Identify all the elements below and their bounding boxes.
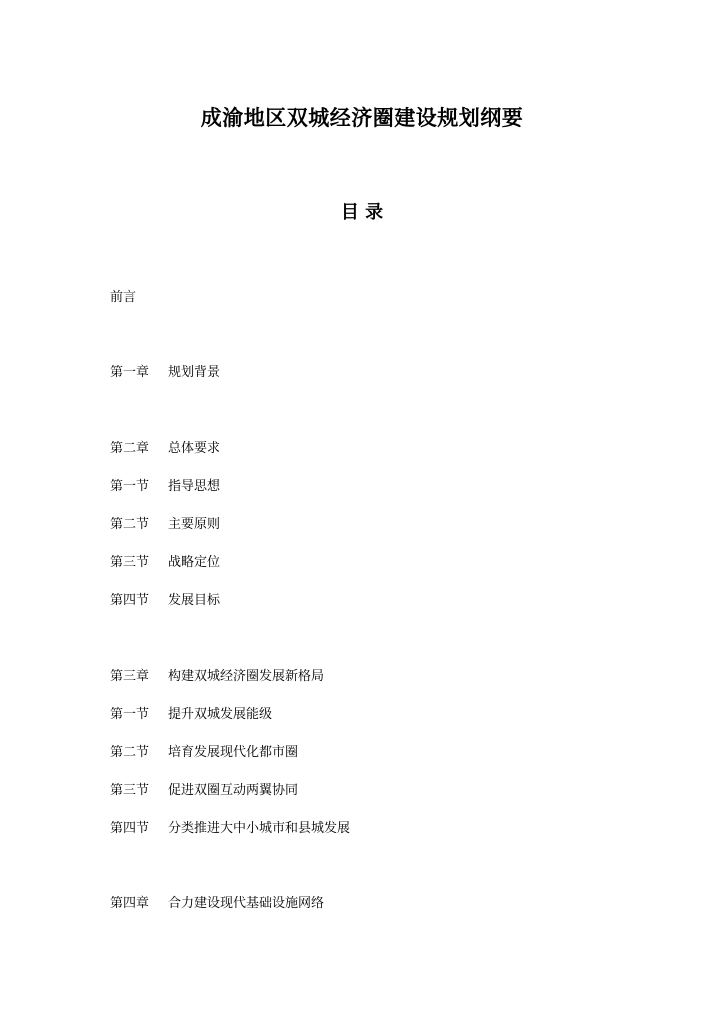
toc-entry-number: 第三章	[110, 669, 150, 684]
toc-entry-number: 第四章	[110, 896, 150, 911]
toc-entry-text: 提升双城发展能级	[168, 707, 273, 722]
toc-entry-text: 构建双城经济圈发展新格局	[168, 669, 325, 684]
toc-entry-section	[110, 475, 220, 499]
toc-entry-number: 第三节	[110, 555, 150, 570]
toc-entry-section	[110, 551, 220, 575]
toc-entry-text: 合力建设现代基础设施网络	[168, 896, 325, 911]
toc-entry-text: 发展目标	[168, 593, 221, 608]
toc-entry-section	[110, 703, 272, 727]
toc-entry-section	[110, 779, 298, 803]
toc-entry-chapter	[110, 437, 220, 461]
toc-entry-number: 第四节	[110, 593, 150, 608]
toc-entry-text: 总体要求	[168, 441, 221, 456]
document-title: 成渝地区双城经济圈建设规划纲要	[200, 106, 524, 130]
toc-entry-text: 主要原则	[168, 517, 221, 532]
toc-entry-number: 第二节	[110, 517, 150, 532]
toc-entry-text: 战略定位	[168, 555, 221, 570]
toc-entry-section	[110, 741, 298, 765]
toc-entry-chapter	[110, 361, 220, 385]
toc-entry-text: 分类推进大中小城市和县城发展	[168, 821, 351, 836]
toc-entry-section	[110, 817, 350, 841]
toc-entry-preface	[110, 286, 136, 310]
toc-entry-number: 第一章	[110, 365, 150, 380]
toc-entry-section	[110, 513, 220, 537]
toc-entry-number: 第一节	[110, 707, 150, 722]
toc-entry-number: 第四节	[110, 821, 150, 836]
toc-entry-text: 培育发展现代化都市圈	[168, 745, 299, 760]
toc-entry-text: 前言	[110, 290, 137, 305]
toc-entry-text: 指导思想	[168, 479, 221, 494]
toc-entry-number: 第三节	[110, 783, 150, 798]
toc-entry-number: 第一节	[110, 479, 150, 494]
toc-entry-text: 促进双圈互动两翼协同	[168, 783, 299, 798]
toc-entry-text: 规划背景	[168, 365, 221, 380]
toc-entry-number: 第二节	[110, 745, 150, 760]
toc-entry-number: 第二章	[110, 441, 150, 456]
toc-entry-chapter	[110, 665, 324, 689]
toc-entry-section	[110, 589, 220, 613]
toc-heading: 目 录	[340, 202, 384, 223]
toc-entry-chapter	[110, 892, 324, 916]
